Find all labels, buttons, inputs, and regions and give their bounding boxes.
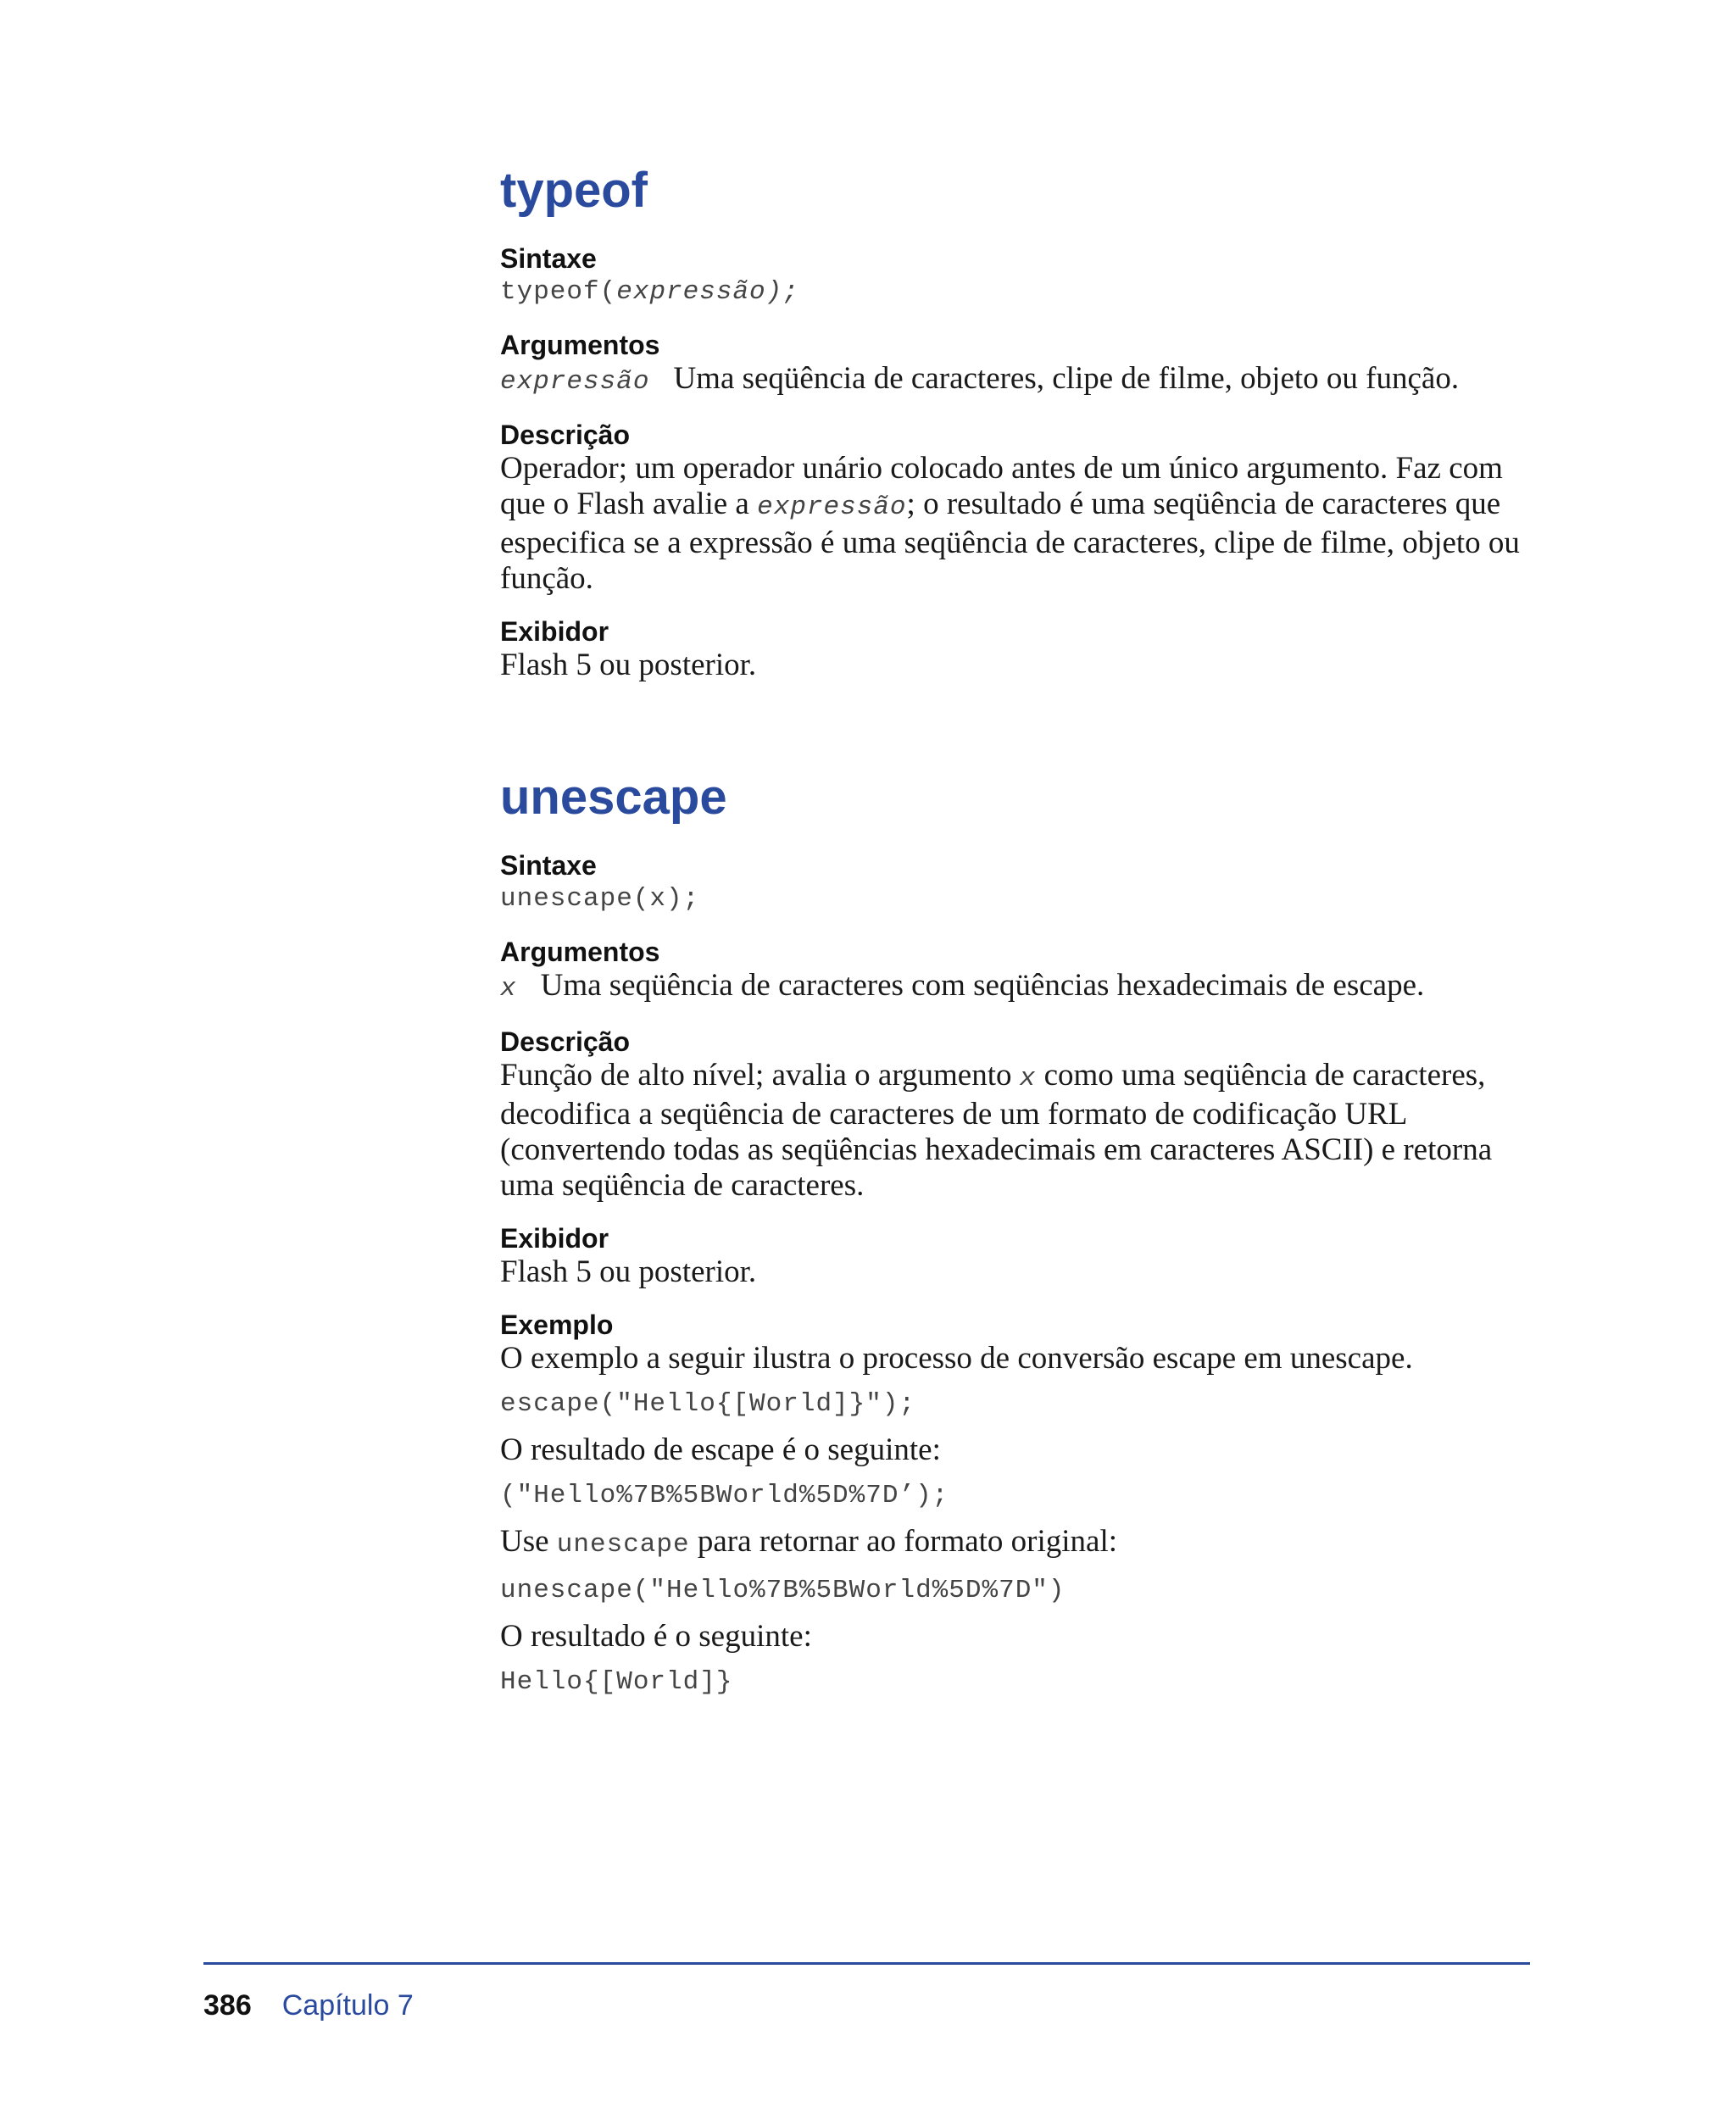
argument-description: Uma seqüência de caracteres, clipe de filme, objeto ou função. [673,361,1460,396]
description-label: Descrição [500,1026,630,1057]
example-code-3: unescape("Hello%7B%5BWorld%5D%7D") [500,1576,1066,1605]
example-label: Exemplo [500,1310,614,1340]
example-text-4: O resultado é o seguinte: [500,1619,812,1654]
page-content [500,161,1530,1710]
syntax-label: Sintaxe [500,850,597,881]
argument-line [500,361,1530,400]
example-intro: O exemplo a seguir ilustra o processo de conversão escape em unescape. [500,1341,1413,1376]
page-footer [203,1988,414,2022]
description-code: expressão [757,492,907,522]
syntax-arg: expressão); [616,277,799,307]
example-text-3-prefix: Use [500,1524,557,1559]
page-number: 386 [203,1989,252,2022]
description-part-1: Operador; um operador unário colocado antes de um único argumento. Faz com que o Flash avalie a [500,451,1503,521]
description-part-2: ; o resultado é uma seqüência de caracteres que especifica se a expressão é uma seqüência de caracteres, clipe de filme, objeto ou função. [500,487,1520,596]
syntax-code: unescape(x); [500,884,700,914]
example-code-4: Hello{[World]} [500,1667,733,1697]
example-code-1: escape("Hello{[World]}"); [500,1389,916,1419]
player-label: Exibidor [500,616,609,647]
description-label: Descrição [500,420,630,450]
example-code-2: ("Hello%7B%5BWorld%5D%7D’); [500,1481,949,1510]
player-text: Flash 5 ou posterior. [500,648,757,682]
typeof-entry [500,161,1530,683]
example-text-3-code: unescape [556,1530,690,1560]
argument-term: x [500,974,517,1004]
example-text-3-suffix: para retornar ao formato original: [689,1524,1118,1559]
entry-title: typeof [500,163,648,218]
description-text [500,1058,1530,1204]
argument-description: Uma seqüência de caracteres com seqüências hexadecimais de escape. [540,968,1425,1003]
unescape-entry [500,768,1530,1700]
description-part-2: como uma seqüência de caracteres, decodifica a seqüência de caracteres de um formato de codificação URL (convertendo todas as seqüências hexadecimais em caracteres ASCII) e retorna uma seqüência de caracteres. [500,1058,1493,1203]
syntax-code [500,275,1530,310]
chapter-label: Capítulo 7 [281,1989,414,2022]
description-part-1: Função de alto nível; avalia o argumento [500,1058,1020,1093]
argument-line [500,968,1530,1007]
footer-rule [203,1962,1530,1965]
example-text-3 [500,1524,1530,1563]
description-code: x [1019,1064,1037,1093]
arguments-label: Argumentos [500,937,660,967]
arguments-label: Argumentos [500,330,660,360]
syntax-prefix: typeof( [500,277,617,307]
syntax-label: Sintaxe [500,243,597,274]
entry-title: unescape [500,770,727,825]
player-label: Exibidor [500,1223,609,1254]
player-text: Flash 5 ou posterior. [500,1254,757,1289]
argument-term: expressão [500,367,650,397]
description-text [500,451,1530,597]
example-text-2: O resultado de escape é o seguinte: [500,1432,941,1467]
